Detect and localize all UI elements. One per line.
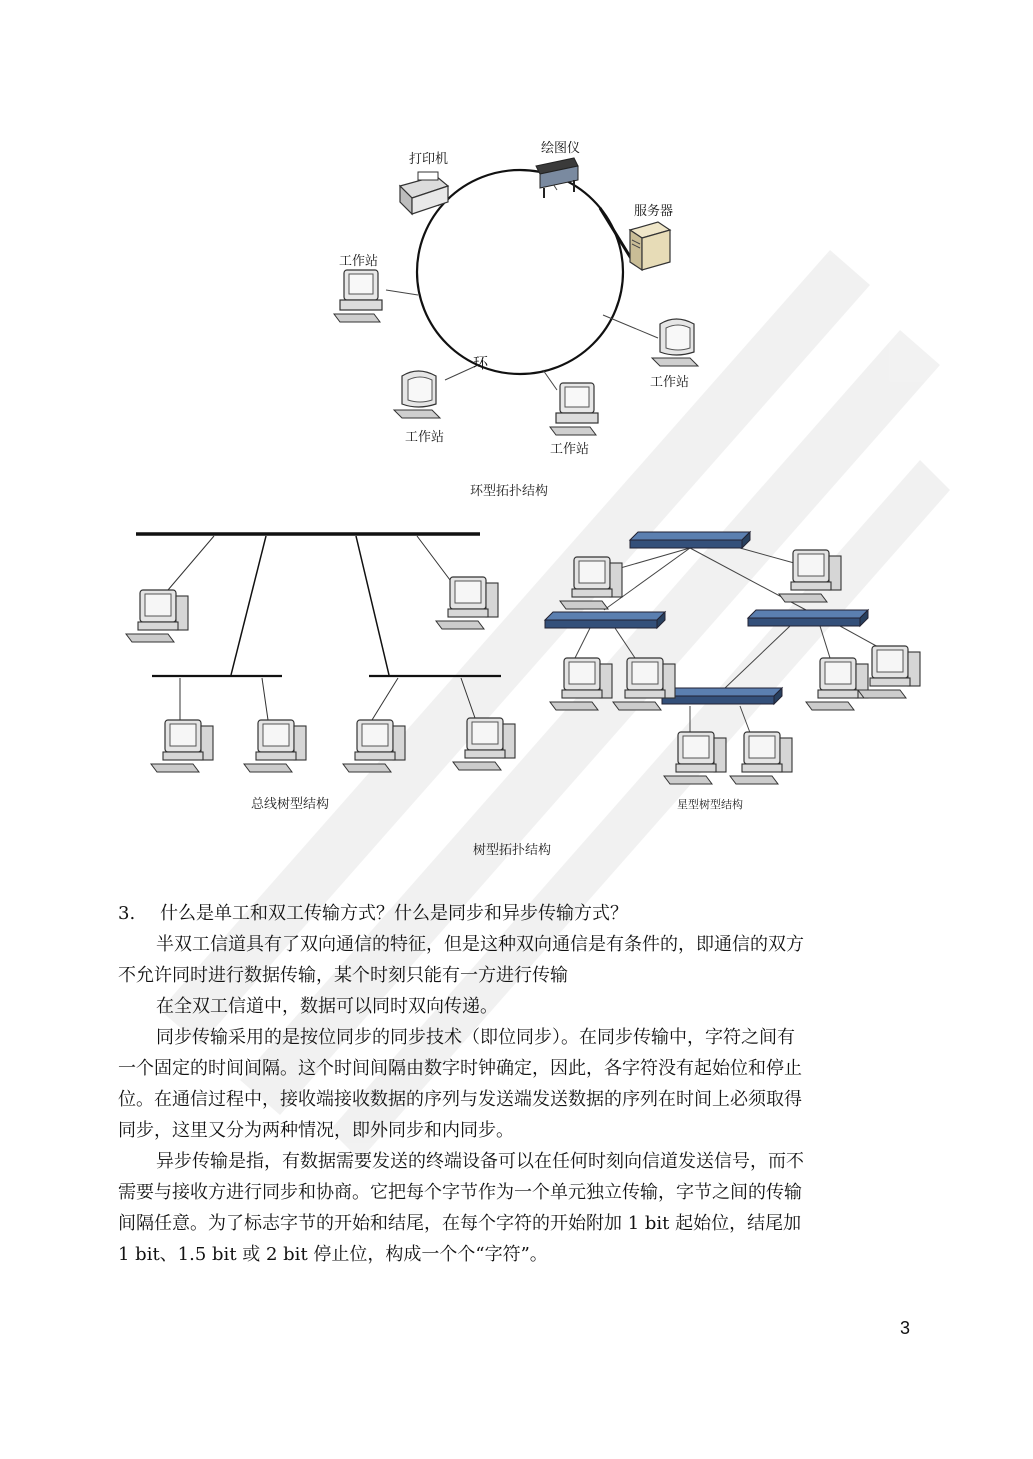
para-1-line-1: 半双工信道具有了双向通信的特征，但是这种双向通信是有条件的，即通信的双方 bbox=[156, 934, 804, 955]
star-pc-2-icon bbox=[779, 550, 841, 602]
star-tree-caption: 星型树型结构 bbox=[677, 798, 743, 811]
para-3-line-3: 位。在通信过程中，接收端接收数据的序列与发送端发送数据的序列在时间上必须取得 bbox=[118, 1089, 802, 1110]
question-text: 什么是单工和双工传输方式？什么是同步和异步传输方式？ bbox=[160, 903, 628, 924]
ring-caption: 环型拓扑结构 bbox=[470, 484, 549, 499]
printer-label: 打印机 bbox=[409, 152, 449, 167]
bus-pc-2-icon bbox=[436, 577, 498, 629]
para-1-line-2: 不允许同时进行数据传输，某个时刻只能有一方进行传输 bbox=[118, 965, 568, 986]
question-heading bbox=[118, 898, 918, 929]
para-4-line-2: 需要与接收方进行同步和协商。它把每个字节作为一个单元独立传输，字节之间的传输 bbox=[118, 1182, 802, 1203]
plotter-label: 绘图仪 bbox=[541, 141, 581, 156]
bus-tree-caption: 总线树型结构 bbox=[251, 797, 330, 812]
workstation-left-label: 工作站 bbox=[339, 254, 379, 269]
para-3-line-4: 同步，这里又分为两种情况，即外同步和内同步。 bbox=[118, 1120, 514, 1141]
star-pc-7-icon bbox=[664, 732, 726, 784]
star-pc-8-icon bbox=[730, 732, 792, 784]
bus-pc-3-icon bbox=[151, 720, 213, 772]
para-3-line-1: 同步传输采用的是按位同步的同步技术（即位同步）。在同步传输中，字符之间有 bbox=[156, 1027, 795, 1048]
star-pc-5-icon bbox=[806, 658, 868, 710]
star-pc-3-icon bbox=[550, 658, 612, 710]
switch-right-icon bbox=[748, 610, 868, 626]
bus-pc-5-icon bbox=[343, 720, 405, 772]
switch-bottom-icon bbox=[662, 688, 782, 704]
para-3-line-2: 一个固定的时间间隔。这个时间间隔由数字时钟确定，因此，各字符没有起始位和停止 bbox=[118, 1058, 802, 1079]
page-number: 3 bbox=[900, 1318, 911, 1338]
body-text bbox=[118, 898, 918, 1270]
core-switch-icon bbox=[630, 532, 750, 548]
para-4-line-1: 异步传输是指，有数据需要发送的终端设备可以在任何时刻向信道发送信号，而不 bbox=[156, 1151, 804, 1172]
bus-pc-1-icon bbox=[126, 590, 188, 642]
bus-pc-4-icon bbox=[244, 720, 306, 772]
star-pc-1-icon bbox=[560, 557, 622, 609]
ring-label: 环 bbox=[473, 354, 489, 372]
server-label: 服务器 bbox=[634, 204, 674, 219]
para-2-line-1: 在全双工信道中，数据可以同时双向传递。 bbox=[156, 996, 498, 1017]
question-number: 3. bbox=[118, 903, 136, 924]
workstation-right-label: 工作站 bbox=[650, 375, 690, 390]
switch-left-icon bbox=[545, 612, 665, 628]
bus-pc-6-icon bbox=[453, 718, 515, 770]
tree-caption: 树型拓扑结构 bbox=[473, 843, 552, 858]
workstation-bottom-left-label: 工作站 bbox=[405, 430, 445, 445]
para-4-line-3: 间隔任意。为了标志字节的开始和结尾，在每个字符的开始附加 1 bit 起始位，结尾加 bbox=[118, 1213, 802, 1234]
workstation-bottom-right-label: 工作站 bbox=[550, 442, 590, 457]
para-4-line-4: 1 bit、1.5 bit 或 2 bit 停止位，构成一个个“字符”。 bbox=[118, 1244, 548, 1265]
